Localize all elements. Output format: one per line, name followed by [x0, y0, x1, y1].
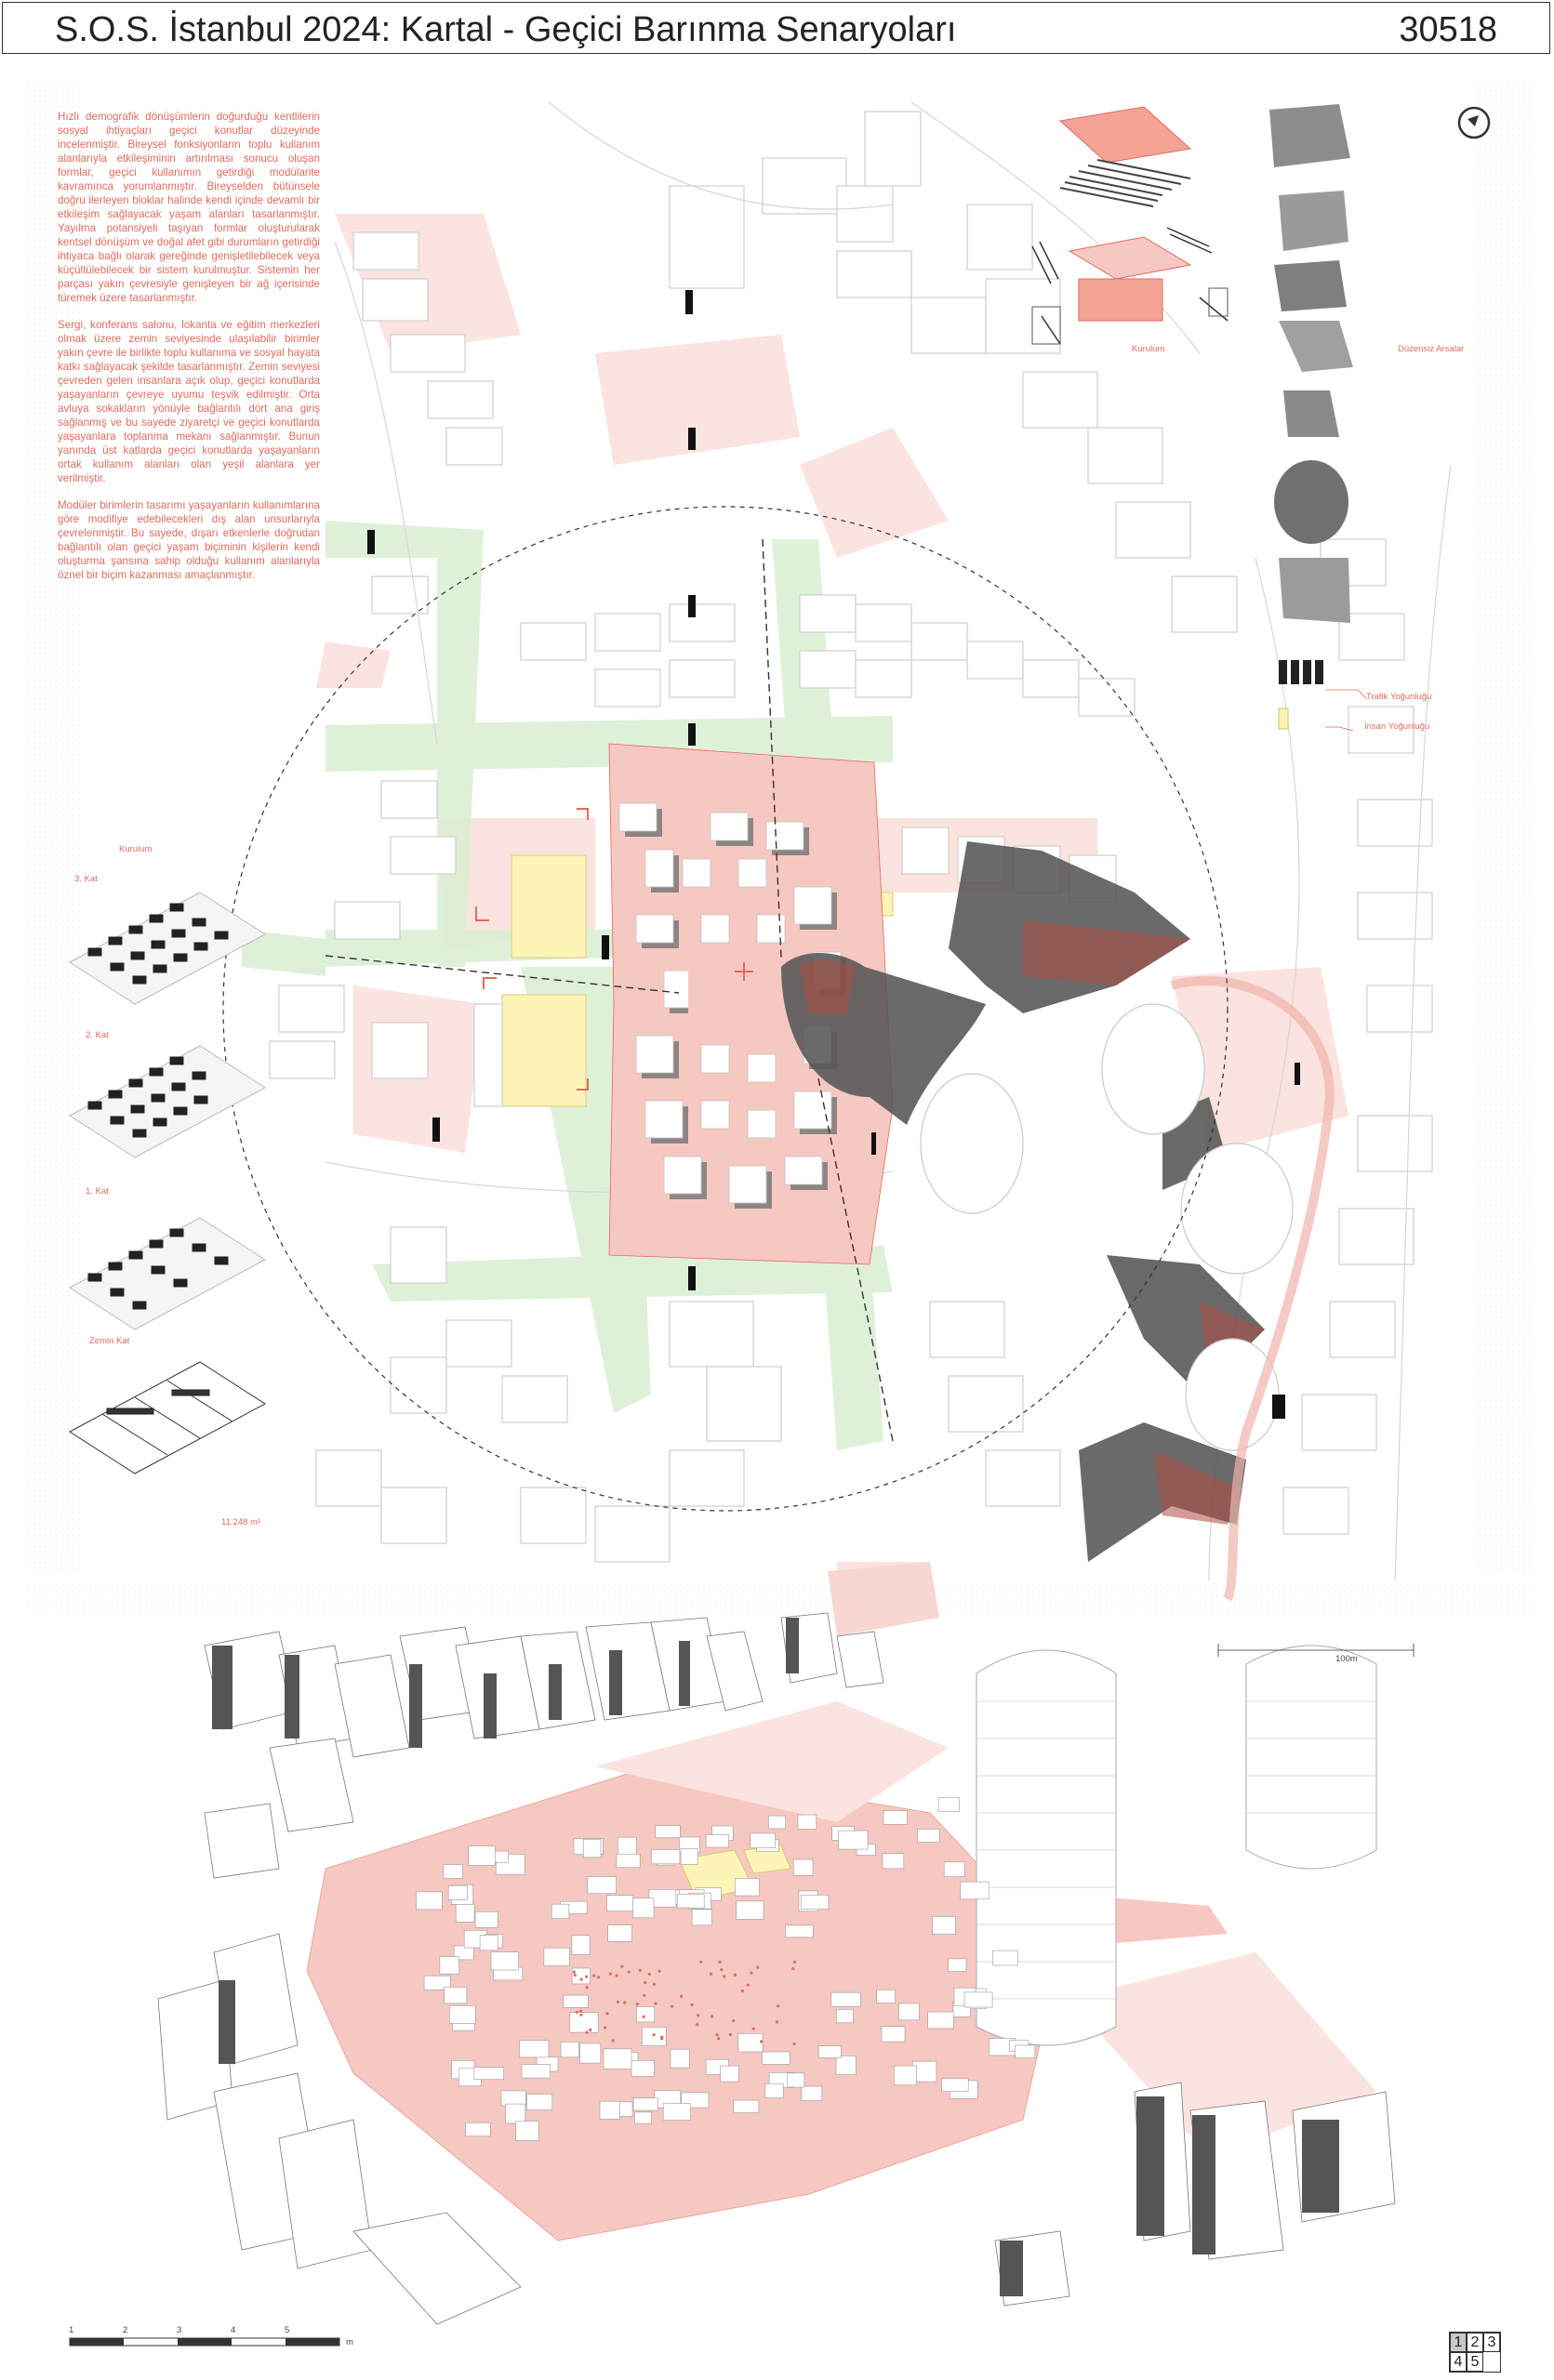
person-figure — [653, 1983, 656, 1986]
legend-traffic-icon — [1279, 660, 1323, 684]
module-unit — [570, 2013, 598, 2033]
person-figure — [597, 1976, 600, 1978]
module-unit — [839, 1831, 869, 1849]
module-unit — [656, 1826, 681, 1838]
module-unit — [788, 2073, 804, 2087]
module-unit — [475, 1911, 498, 1927]
label-traffic-density: Trafik Yoğunluğu — [1366, 692, 1432, 702]
legend-human-icon — [1279, 708, 1288, 729]
label-kurulum-left: Kurulum — [119, 844, 153, 854]
person-figure — [791, 1967, 794, 1970]
module-unit — [882, 2027, 905, 2042]
person-figure — [636, 2003, 639, 2005]
module-unit — [938, 1798, 959, 1812]
label-kurulum-top: Kurulum — [1132, 344, 1165, 354]
scale-unit: m — [346, 2337, 353, 2347]
tower-left — [976, 1650, 1116, 2045]
module-unit — [798, 1815, 817, 1829]
person-figure — [699, 1961, 702, 1964]
person-figure — [750, 1972, 752, 1975]
module-unit — [750, 1833, 776, 1848]
person-figure — [605, 2012, 608, 2015]
module-unit — [580, 2043, 601, 2063]
module-unit — [786, 1925, 814, 1937]
scale-tick: 4 — [231, 2325, 236, 2335]
module-unit — [802, 2086, 822, 2101]
person-figure — [612, 2039, 615, 2042]
person-figure — [620, 1965, 623, 1968]
scale-tick: 3 — [177, 2325, 182, 2335]
module-unit — [677, 1895, 704, 1909]
module-unit — [631, 2060, 654, 2076]
module-unit — [836, 2009, 853, 2023]
module-unit — [445, 1987, 467, 2003]
person-figure — [585, 2031, 588, 2034]
module-unit — [551, 1904, 569, 1919]
person-figure — [696, 2023, 698, 2026]
module-unit — [604, 2049, 631, 2069]
module-unit — [522, 2065, 551, 2079]
person-figure — [643, 2016, 645, 2018]
person-figure — [756, 1966, 759, 1969]
assembly-diagram — [1032, 107, 1228, 344]
person-figure — [586, 1986, 589, 1989]
module-unit — [501, 2091, 525, 2106]
module-unit — [469, 1846, 496, 1866]
description-paragraph: Hızlı demografik dönüşümlerin doğurduğu kentlilerin sosyal ihtiyaçları geçici konutlar düzeyinde incelenmiştir. Bireysel fonksiyonların toplu kullanım alanlarıyla etkileşiminin artırılması sonucu oluşan formlar, geçici kullanımın getirdiği modülarite kavramınca yorumlanmıştır. Bireyselden bütünsele doğru ilerleyen bloklar halinde kendi içinde devamlı bir etkileşim sağlayacak yaşam alanları tasarlanmıştır. Yayılma potansiyeli taşıyan formlar oluşturularak kentsel dönüşüm ve doğal afet gibi durumların getirdiği ihtiyaca bağlı olarak gereğinde genişletilebilecek veya küçültülebilecek bir sistem kurulmuştur. Sistemin her parçası yakın çevresiyle genişleyen bir ağ içerisinde türemek üzere tasarlanmıştır. — [58, 111, 320, 304]
person-figure — [732, 2019, 735, 2022]
page-title: S.O.S. İstanbul 2024: Kartal - Geçici Barınma Senaryoları — [55, 10, 957, 49]
module-unit — [681, 1848, 697, 1864]
scale-tick: 2 — [123, 2325, 128, 2335]
module-unit — [448, 1885, 467, 1899]
person-figure — [671, 2005, 673, 2008]
page-cell-empty — [1483, 2352, 1500, 2372]
scale-label-100m: 100m — [1335, 1654, 1358, 1664]
person-figure — [574, 1974, 577, 1977]
label-ground-floor: Zemin Kat — [89, 1336, 130, 1346]
module-unit — [734, 2100, 759, 2113]
person-figure — [729, 2033, 732, 2036]
module-unit — [918, 1829, 940, 1842]
module-unit — [456, 1904, 474, 1922]
person-figure — [717, 2037, 720, 2040]
module-unit — [737, 1901, 764, 1919]
person-figure — [592, 1975, 595, 1977]
person-figure — [720, 1968, 723, 1971]
person-figure — [644, 1981, 646, 1984]
module-unit — [618, 1837, 636, 1855]
person-figure — [718, 1961, 721, 1964]
module-unit — [491, 1952, 519, 1970]
module-unit — [608, 1925, 632, 1942]
scale-tick: 5 — [285, 2325, 290, 2335]
person-figure — [585, 1976, 588, 1978]
module-unit — [1016, 2045, 1035, 2058]
person-figure — [589, 2029, 591, 2031]
page-indicator — [1449, 2332, 1501, 2373]
module-unit — [583, 1839, 601, 1857]
person-figure — [580, 1978, 583, 1981]
module-unit — [928, 2012, 954, 2029]
person-figure — [710, 1973, 712, 1976]
module-unit — [474, 2068, 504, 2080]
person-figure — [711, 2015, 713, 2017]
module-unit — [564, 1995, 589, 2007]
person-figure — [747, 1984, 750, 1987]
label-floor-2: 2. Kat — [86, 1030, 109, 1040]
module-unit — [561, 2042, 578, 2057]
person-figure — [579, 2014, 582, 2016]
person-figure — [660, 2037, 663, 2040]
label-floor-3: 3. Kat — [74, 874, 98, 884]
page-cell: 1 — [1450, 2333, 1467, 2352]
tower-right — [1246, 1646, 1376, 1869]
person-figure — [697, 2014, 699, 2016]
person-figure — [657, 1970, 660, 1973]
module-unit — [765, 2083, 783, 2098]
module-unit — [721, 2066, 739, 2082]
person-figure — [760, 2040, 763, 2043]
page-cell: 3 — [1483, 2333, 1500, 2352]
module-unit — [449, 2005, 475, 2023]
module-unit — [617, 1854, 640, 1867]
module-unit — [663, 2103, 690, 2120]
page-cell: 2 — [1467, 2333, 1483, 2352]
module-unit — [466, 2122, 491, 2136]
person-figure — [741, 1990, 744, 1992]
label-human-density: İnsan Yoğunluğu — [1364, 721, 1430, 732]
floor-axonometrics — [70, 892, 265, 1474]
page-cell: 5 — [1467, 2352, 1483, 2372]
module-unit — [633, 1898, 654, 1918]
module-unit — [961, 1882, 989, 1899]
module-unit — [506, 2104, 525, 2123]
module-unit — [417, 1892, 443, 1910]
module-unit — [894, 2066, 916, 2085]
module-unit — [692, 1910, 711, 1925]
module-unit — [527, 2095, 552, 2110]
module-unit — [883, 1854, 904, 1869]
module-unit — [944, 1862, 964, 1877]
module-unit — [633, 2098, 657, 2110]
module-unit — [964, 1992, 992, 2007]
module-unit — [942, 2079, 969, 2092]
module-unit — [793, 1859, 813, 1875]
person-figure — [576, 2011, 578, 2014]
module-unit — [706, 1834, 729, 1847]
module-unit — [607, 1896, 633, 1911]
module-unit — [993, 1950, 1018, 1965]
person-figure — [734, 1974, 737, 1977]
module-unit — [802, 1895, 829, 1909]
module-unit — [516, 2122, 538, 2141]
module-unit — [735, 1879, 759, 1897]
person-figure — [609, 1973, 612, 1976]
project-number: 30518 — [1399, 10, 1497, 49]
person-figure — [793, 1961, 796, 1964]
person-figure — [752, 2028, 755, 2030]
module-unit — [768, 1816, 785, 1829]
person-figure — [616, 1974, 618, 1977]
module-unit — [899, 2003, 920, 2020]
module-unit — [572, 1936, 590, 1955]
module-unit — [600, 2101, 619, 2119]
person-figure — [604, 2026, 606, 2029]
person-figure — [573, 1971, 576, 1974]
module-unit — [933, 1917, 956, 1935]
module-unit — [883, 1811, 908, 1825]
label-irregular-lots: Düzensiz Arsalar — [1398, 344, 1465, 354]
module-unit — [636, 2006, 654, 2022]
person-figure — [654, 2003, 657, 2005]
module-unit — [544, 1948, 570, 1965]
module-unit — [949, 1959, 966, 1972]
scale-tick: 1 — [69, 2325, 74, 2335]
person-figure — [680, 1995, 683, 1998]
person-figure — [579, 2010, 582, 2013]
person-figure — [792, 2043, 795, 2045]
module-unit — [877, 1990, 896, 2003]
module-unit — [836, 2056, 856, 2074]
description-paragraph: Modüler birimlerin tasarımı yaşayanların kullanımlarına göre modifiye edebilecekleri dış alan unsurlarıyla çevrelenmiştir. Bu sayede, dışarı etkenlerle doğrudan bağlantılı olan geçici yaşam biçiminin kişilerin kendi oluşturma şansına sahip olduğu kullanım alanlarıyla öznel bir biçim kazanması amaçlanmıştır. — [58, 499, 320, 581]
person-figure — [715, 2033, 718, 2036]
module-unit — [671, 2049, 689, 2068]
person-figure — [639, 1969, 642, 1972]
person-figure — [691, 2003, 694, 2006]
module-unit — [588, 1877, 617, 1894]
person-figure — [776, 2020, 778, 2023]
axonometric-view — [158, 1562, 1395, 2324]
person-figure — [648, 1973, 651, 1976]
person-figure — [777, 2004, 779, 2007]
label-floor-1: 1. Kat — [86, 1186, 109, 1197]
module-unit — [444, 1865, 463, 1879]
module-unit — [480, 1936, 498, 1950]
bottom-scale-bar — [70, 2338, 339, 2346]
module-unit — [763, 2052, 790, 2065]
label-area: 11.248 m² — [221, 1517, 261, 1527]
description-paragraph: Sergi, konferans salonu, lokanta ve eğitim merkezleri olmak üzere zemin seviyesinde ulaşılabilir birimler yakın çevre ile birlikte toplu kullanıma ve sosyal hayata katkı sağlayacak şekilde tasarlanmıştır. Zemin seviyesi çevreden gelen insanlara açık olup, geçici konutlarda yaşayanların çevreye uyumu teşvik edilmiştir. Orta avluya sokakların yönüyle bağlantılı dört ana giriş sağlanmış ve bu sayede ziyaretçi ve geçici konutlarda yaşayanlara toplanma mekanı sağlanmıştır. Bunun yanında üst katlarda geçici konutlarda yaşayanların ortak kullanım alanları olan yeşil alanlara yer verilmiştir. — [58, 319, 320, 484]
project-description — [58, 110, 320, 595]
module-unit — [738, 2033, 763, 2052]
module-unit — [440, 1957, 459, 1975]
module-unit — [520, 2041, 550, 2057]
person-figure — [628, 1971, 631, 1974]
person-figure — [723, 1975, 725, 1977]
module-unit — [831, 1992, 860, 2006]
person-figure — [623, 2001, 626, 2003]
module-unit — [652, 1849, 680, 1863]
module-unit — [635, 2112, 652, 2123]
module-unit — [818, 2046, 841, 2058]
person-figure — [653, 2033, 656, 2036]
person-figure — [617, 2001, 619, 2003]
person-figure — [643, 1994, 645, 1997]
page-cell: 4 — [1450, 2352, 1467, 2372]
